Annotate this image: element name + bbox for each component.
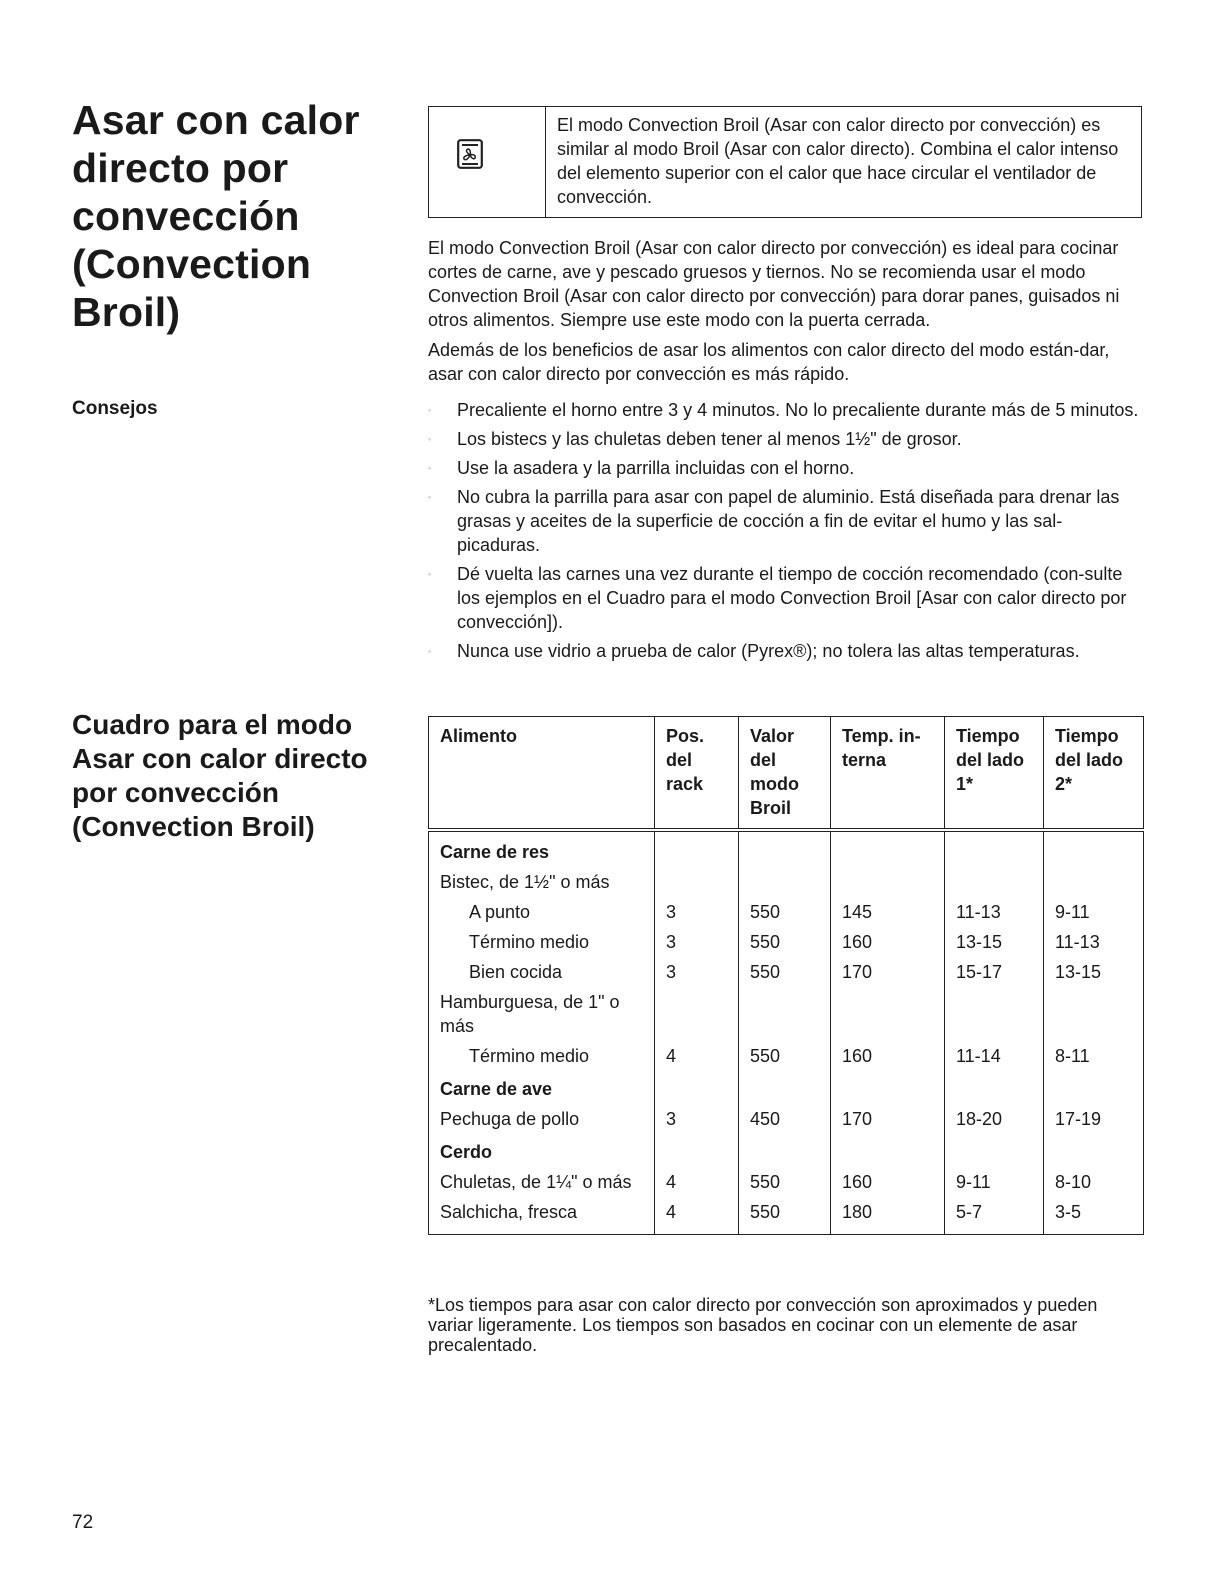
tips-list xyxy=(428,398,1144,668)
broil-cell: 550 xyxy=(739,1041,831,1071)
page-number: 72 xyxy=(72,1512,94,1533)
temp-cell: 145 xyxy=(831,897,945,927)
food-cell: Bien cocida xyxy=(429,957,655,987)
food-cell: Término medio xyxy=(429,1041,655,1071)
tip-item xyxy=(428,485,1144,557)
table-row xyxy=(429,1104,1144,1134)
column-header: Valor del modo Broil xyxy=(739,717,831,831)
table-row xyxy=(429,897,1144,927)
rack-cell: 4 xyxy=(655,1041,739,1071)
temp-cell: 160 xyxy=(831,927,945,957)
broil-cell: 550 xyxy=(739,1167,831,1197)
side1-cell: 13-15 xyxy=(945,927,1044,957)
side2-cell: 17-19 xyxy=(1044,1104,1144,1134)
table-row xyxy=(429,1167,1144,1197)
group-row xyxy=(429,867,1144,897)
broil-cell: 550 xyxy=(739,897,831,927)
side2-cell: 13-15 xyxy=(1044,957,1144,987)
side1-cell: 15-17 xyxy=(945,957,1044,987)
bullet-icon: ◦ xyxy=(428,492,432,502)
tip-item xyxy=(428,639,1144,663)
tips-heading: Consejos xyxy=(72,398,158,419)
category-label: Cerdo xyxy=(429,1134,655,1167)
tip-item xyxy=(428,398,1144,422)
rack-cell: 4 xyxy=(655,1167,739,1197)
rack-cell: 3 xyxy=(655,957,739,987)
bullet-icon: ◦ xyxy=(428,569,432,579)
tip-text: Los bistecs y las chuletas deben tener al menos 1½" de grosor. xyxy=(457,429,962,449)
side1-cell: 5-7 xyxy=(945,1197,1044,1235)
intro-paragraph: El modo Convection Broil (Asar con calor directo por convección) es ideal para cocinar cortes de carne, ave y pescado gruesos y tiernos. No se recomienda usar el modo Convection Broil (Asar con calor directo por convección) para dorar panes, guisados ni otros alimentos. Siempre use este modo con la puerta cerrada. xyxy=(428,238,1120,330)
rack-cell: 4 xyxy=(655,1197,739,1235)
temp-cell: 180 xyxy=(831,1197,945,1235)
mode-description: El modo Convection Broil (Asar con calor directo por convección) es similar al modo Broil (Asar con calor directo). Combina el calor intenso del elemento superior con el calor que hace circular el ventilador de convección. xyxy=(557,115,1119,207)
tip-item xyxy=(428,427,1144,451)
table-header-row xyxy=(429,717,1144,831)
tip-item xyxy=(428,456,1144,480)
group-row xyxy=(429,987,1144,1041)
column-header: Pos. del rack xyxy=(655,717,739,831)
side2-cell: 9-11 xyxy=(1044,897,1144,927)
column-header: Tiempo del lado 2* xyxy=(1044,717,1144,831)
category-label: Carne de ave xyxy=(429,1071,655,1104)
tip-text: Use la asadera y la parrilla incluidas con el horno. xyxy=(457,458,855,478)
broil-cell: 450 xyxy=(739,1104,831,1134)
side2-cell: 8-10 xyxy=(1044,1167,1144,1197)
column-header: Alimento xyxy=(429,717,655,831)
table-row xyxy=(429,927,1144,957)
broil-cell: 550 xyxy=(739,1197,831,1235)
mode-icon-cell xyxy=(429,107,546,217)
rack-cell: 3 xyxy=(655,1104,739,1134)
side2-cell: 3-5 xyxy=(1044,1197,1144,1235)
side1-cell: 9-11 xyxy=(945,1167,1044,1197)
side1-cell: 11-13 xyxy=(945,897,1044,927)
page-title: Asar con calor directo por convección (Convection Broil) xyxy=(72,97,360,335)
column-header: Tiempo del lado 1* xyxy=(945,717,1044,831)
category-row xyxy=(429,1134,1144,1167)
food-cell: Chuletas, de 1¼" o más xyxy=(429,1167,655,1197)
table-row xyxy=(429,1197,1144,1235)
side1-cell: 11-14 xyxy=(945,1041,1044,1071)
rack-cell: 3 xyxy=(655,897,739,927)
category-row xyxy=(429,830,1144,867)
side2-cell: 11-13 xyxy=(1044,927,1144,957)
table-row xyxy=(429,1041,1144,1071)
temp-cell: 160 xyxy=(831,1041,945,1071)
category-label: Carne de res xyxy=(429,830,655,867)
food-cell: Salchicha, fresca xyxy=(429,1197,655,1235)
broil-cell: 550 xyxy=(739,957,831,987)
side2-cell: 8-11 xyxy=(1044,1041,1144,1071)
bullet-icon: ◦ xyxy=(428,434,432,444)
food-cell: A punto xyxy=(429,897,655,927)
footnote: *Los tiempos para asar con calor directo por convección son aproximados y pueden variar ligeramente. Los tiempos son basados en cocinar con un elemente de asar precalentado. xyxy=(428,1295,1098,1355)
side1-cell: 18-20 xyxy=(945,1104,1044,1134)
convection-broil-chart xyxy=(428,716,1144,1235)
chart-heading: Cuadro para el modo Asar con calor directo por convección (Convection Broil) xyxy=(72,709,368,842)
temp-cell: 170 xyxy=(831,1104,945,1134)
table-row xyxy=(429,957,1144,987)
column-header: Temp. in-terna xyxy=(831,717,945,831)
bullet-icon: ◦ xyxy=(428,463,432,473)
tip-text: Precaliente el horno entre 3 y 4 minutos. No lo precaliente durante más de 5 minutos. xyxy=(457,400,1139,420)
temp-cell: 170 xyxy=(831,957,945,987)
tip-item xyxy=(428,562,1144,634)
tip-text: No cubra la parrilla para asar con papel de aluminio. Está diseñada para drenar las grasas y aceites de la superficie de cocción a fin de evitar el humo y las sal-picaduras. xyxy=(457,487,1120,555)
mode-description-box xyxy=(428,106,1142,218)
convection-fan-icon xyxy=(457,139,483,169)
broil-cell: 550 xyxy=(739,927,831,957)
food-cell: Pechuga de pollo xyxy=(429,1104,655,1134)
intro-paragraph: Además de los beneficios de asar los alimentos con calor directo del modo están-dar, asar con calor directo por convección es más rápido. xyxy=(428,340,1110,384)
group-label: Bistec, de 1½" o más xyxy=(429,867,655,897)
temp-cell: 160 xyxy=(831,1167,945,1197)
food-cell: Término medio xyxy=(429,927,655,957)
category-row xyxy=(429,1071,1144,1104)
group-label: Hamburguesa, de 1" o más xyxy=(429,987,655,1041)
tip-text: Nunca use vidrio a prueba de calor (Pyrex®); no tolera las altas temperaturas. xyxy=(457,641,1080,661)
bullet-icon: ◦ xyxy=(428,405,432,415)
bullet-icon: ◦ xyxy=(428,646,432,656)
tip-text: Dé vuelta las carnes una vez durante el tiempo de cocción recomendado (con-sulte los ejemplos en el Cuadro para el modo Convection Broil [Asar con calor directo por convección]). xyxy=(457,564,1127,632)
rack-cell: 3 xyxy=(655,927,739,957)
